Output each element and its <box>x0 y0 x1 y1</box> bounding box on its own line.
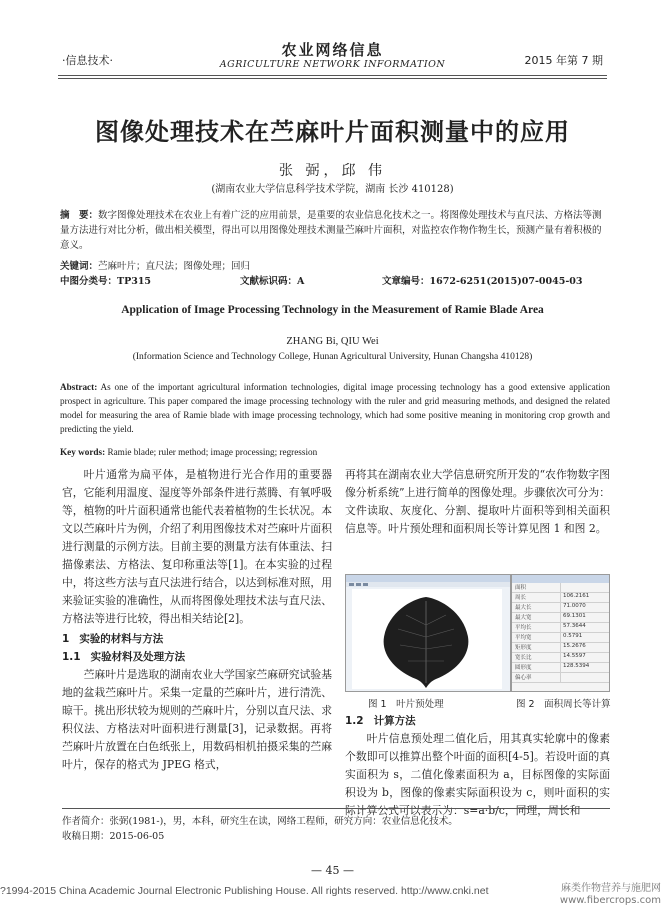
document-code: 文献标识码：A <box>240 276 305 287</box>
body-left-column <box>62 466 332 774</box>
results-table-row <box>512 603 609 613</box>
section-1-title: 实验的材料与方法 <box>79 633 164 645</box>
results-table-label: 平均长 <box>515 625 532 631</box>
results-table-row <box>512 583 609 593</box>
results-table-row <box>512 643 609 653</box>
results-table-value: 0.5791 <box>560 633 603 642</box>
abstract-cn-text: 数字图像处理技术在农业上有着广泛的应用前景，是重要的农业信息化技术之一。将图像处理技术与直尺法、方格法等测量方法进行对比分析，做出相关模型，得出可以用图像处理技术测量苎麻叶片面积，对监控农作物作物生长，预测产量有着积极的意义。 <box>60 210 602 251</box>
results-table-value: 128.5394 <box>560 663 603 672</box>
page-number: — 45 — <box>311 864 354 877</box>
keywords-en <box>60 447 317 457</box>
results-table-label: 矩形度 <box>515 645 532 651</box>
figure-1-image <box>345 574 511 692</box>
watermark-line-1: 麻类作物营养与施肥网 <box>561 883 661 894</box>
header-section-label: ·信息技术· <box>62 54 113 67</box>
results-table-value: 71.0070 <box>560 603 603 612</box>
paper-title-cn: 图像处理技术在苎麻叶片面积测量中的应用 <box>95 118 570 146</box>
watermark <box>560 883 661 907</box>
results-table-value <box>560 583 603 592</box>
results-table-label: 宽长比 <box>515 655 532 661</box>
results-table-label: 最大长 <box>515 605 532 611</box>
results-table-value: 106.2161 <box>560 593 603 602</box>
results-table-label: 平均宽 <box>515 635 532 641</box>
authors-en: ZHANG Bi, QIU Wei <box>286 336 379 347</box>
footnote-rule <box>62 808 610 809</box>
section-1-2-paragraph: 叶片信息预处理二值化后，用其真实轮廓中的像素个数即可以推算出整个叶面的面积[4-5]。若设叶面的真实面积为 s，二值化像素面积为 a，目标图像的实际面积设为 b，图像的像素实际面积设为 c，则叶面积的实际计算公式可以表示为：s=a·b/c，同理，周长和 <box>345 732 610 817</box>
keywords-en-label: Key words: <box>60 447 106 457</box>
leaf-image <box>346 575 510 691</box>
results-table-value: 57.3644 <box>560 623 603 632</box>
results-table-label: 周长 <box>515 595 527 601</box>
results-table-label: 偏心率 <box>515 675 532 681</box>
paper-title-en: Application of Image Processing Technology in the Measurement of Ramie Blade Area <box>121 304 544 316</box>
journal-name-cn: 农业网络信息 <box>281 41 384 59</box>
header-rule <box>58 75 607 79</box>
results-table-value <box>560 673 603 682</box>
results-table-label: 面积 <box>515 585 527 591</box>
keywords-cn <box>60 258 250 272</box>
section-1-1-heading <box>62 648 332 666</box>
clc-number: 中图分类号：TP315 <box>60 276 152 287</box>
right-paragraph-1: 再将其在湖南农业大学信息研究所开发的“农作物数字图像分析系统”上进行简单的图像处理。步骤依次可分为：文件读取、灰度化、分割、提取叶片面积等到相关面积信息等。叶片预处理和面积周长等计算见图 1 和图 2。 <box>345 468 610 535</box>
abstract-en-label: Abstract: <box>60 382 98 392</box>
author-note: 作者简介：张弼(1981-)，男，本科，研究生在读，网络工程师，研究方向：农业信息化技术。 <box>62 816 458 827</box>
results-table-value: 69.1301 <box>560 613 603 622</box>
figure-1-caption: 图 1 叶片预处理 <box>368 699 444 710</box>
body-right-column-bottom <box>345 712 610 820</box>
results-table-row <box>512 663 609 673</box>
results-table-row <box>512 623 609 633</box>
results-table-row <box>512 613 609 623</box>
copyright-line: ?1994-2015 China Academic Journal Electronic Publishing House. All rights reserved. http://www.cnki.net <box>0 885 489 897</box>
results-table-row <box>512 593 609 603</box>
keywords-cn-text: 苎麻叶片；直尺法；图像处理；回归 <box>98 261 251 272</box>
figure-2-image <box>511 574 610 692</box>
results-table-value: 15.2676 <box>560 643 603 652</box>
results-table <box>512 583 609 683</box>
abstract-cn <box>60 208 608 253</box>
results-table-label: 最大宽 <box>515 615 532 621</box>
section-1-1-paragraph: 苎麻叶片是选取的湖南农业大学国家苎麻研究试验基地的盆栽苎麻叶片。采集一定量的苎麻叶片，进行清洗、晾干。挑出形状较为规则的苎麻叶片，分别以直尺法、求积仪法、方格法对叶面积进行测量[3]，记录数据。再将苎麻叶片放置在白色纸张上，用数码相机拍摄采集的苎麻叶片，保存的格式为 JPEG 格式， <box>62 668 332 771</box>
watermark-line-2: www.fibercrops.com <box>559 895 661 906</box>
abstract-en <box>60 380 610 436</box>
results-table-row <box>512 653 609 663</box>
received-date: 收稿日期：2015-06-05 <box>62 831 165 842</box>
section-1-2-number: 1.2 <box>345 715 364 727</box>
section-1-1-title: 实验材料及处理方法 <box>90 651 186 663</box>
figure-2-titlebar <box>512 575 609 583</box>
affiliation-cn: (湖南农业大学信息科学技术学院，湖南 长沙 410128) <box>211 184 454 195</box>
body-right-column-top <box>345 466 610 538</box>
article-number: 文章编号：1672-6251(2015)07-0045-03 <box>382 276 583 287</box>
results-table-row <box>512 633 609 643</box>
results-table-label: 圆形度 <box>515 665 532 671</box>
affiliation-en: (Information Science and Technology College, Hunan Agricultural University, Hunan Changsha 410128) <box>132 352 533 362</box>
results-table-row <box>512 673 609 683</box>
intro-paragraph: 叶片通常为扁平体，是植物进行光合作用的重要器官，它能利用温度、湿度等外部条件进行蒸腾、有氧呼吸等，植物的叶片面积通常也能代表着植物的生长状况。本文以苎麻叶片为例，介绍了利用图像技术对苎麻叶片面积进行测量的示例方法。目前主要的测量方法有体重法、扫描像素法、方格法、复印称重法等[1]。在本实验的过程中，将这些方法与直尺法进行结合，以达到标准对照，用来验证实验的准确性，从而将图像处理技术法与直尺法、方格法等进行比较，得出相关结论[2]。 <box>62 468 332 625</box>
issue-label: 2015 年第 7 期 <box>524 54 603 67</box>
journal-name-en: AGRICULTURE NETWORK INFORMATION <box>219 59 446 70</box>
abstract-en-text: As one of the important agricultural information technologies, digital image processing technology has a good extensive application prospect in agriculture. This paper compared the image processing technology with the ruler and grid measuring methods, and designed the related model for measuring the area of Ramie blade with image processing technology, which had some positive meaning in monitoring crop growth and predicting the yield. <box>60 382 610 434</box>
section-1-heading <box>62 630 332 648</box>
abstract-cn-label: 摘 要： <box>60 210 99 221</box>
section-1-2-heading <box>345 712 610 730</box>
authors-cn: 张 弼，邱 伟 <box>279 163 386 179</box>
section-1-number: 1 <box>62 633 70 645</box>
section-1-1-number: 1.1 <box>62 651 81 663</box>
keywords-en-text: Ramie blade; ruler method; image processing; regression <box>105 447 318 457</box>
section-1-2-title: 计算方法 <box>373 715 416 727</box>
results-table-value: 14.5597 <box>560 653 603 662</box>
figure-2-caption: 图 2 面积周长等计算 <box>516 699 611 710</box>
keywords-cn-label: 关键词： <box>60 261 99 272</box>
